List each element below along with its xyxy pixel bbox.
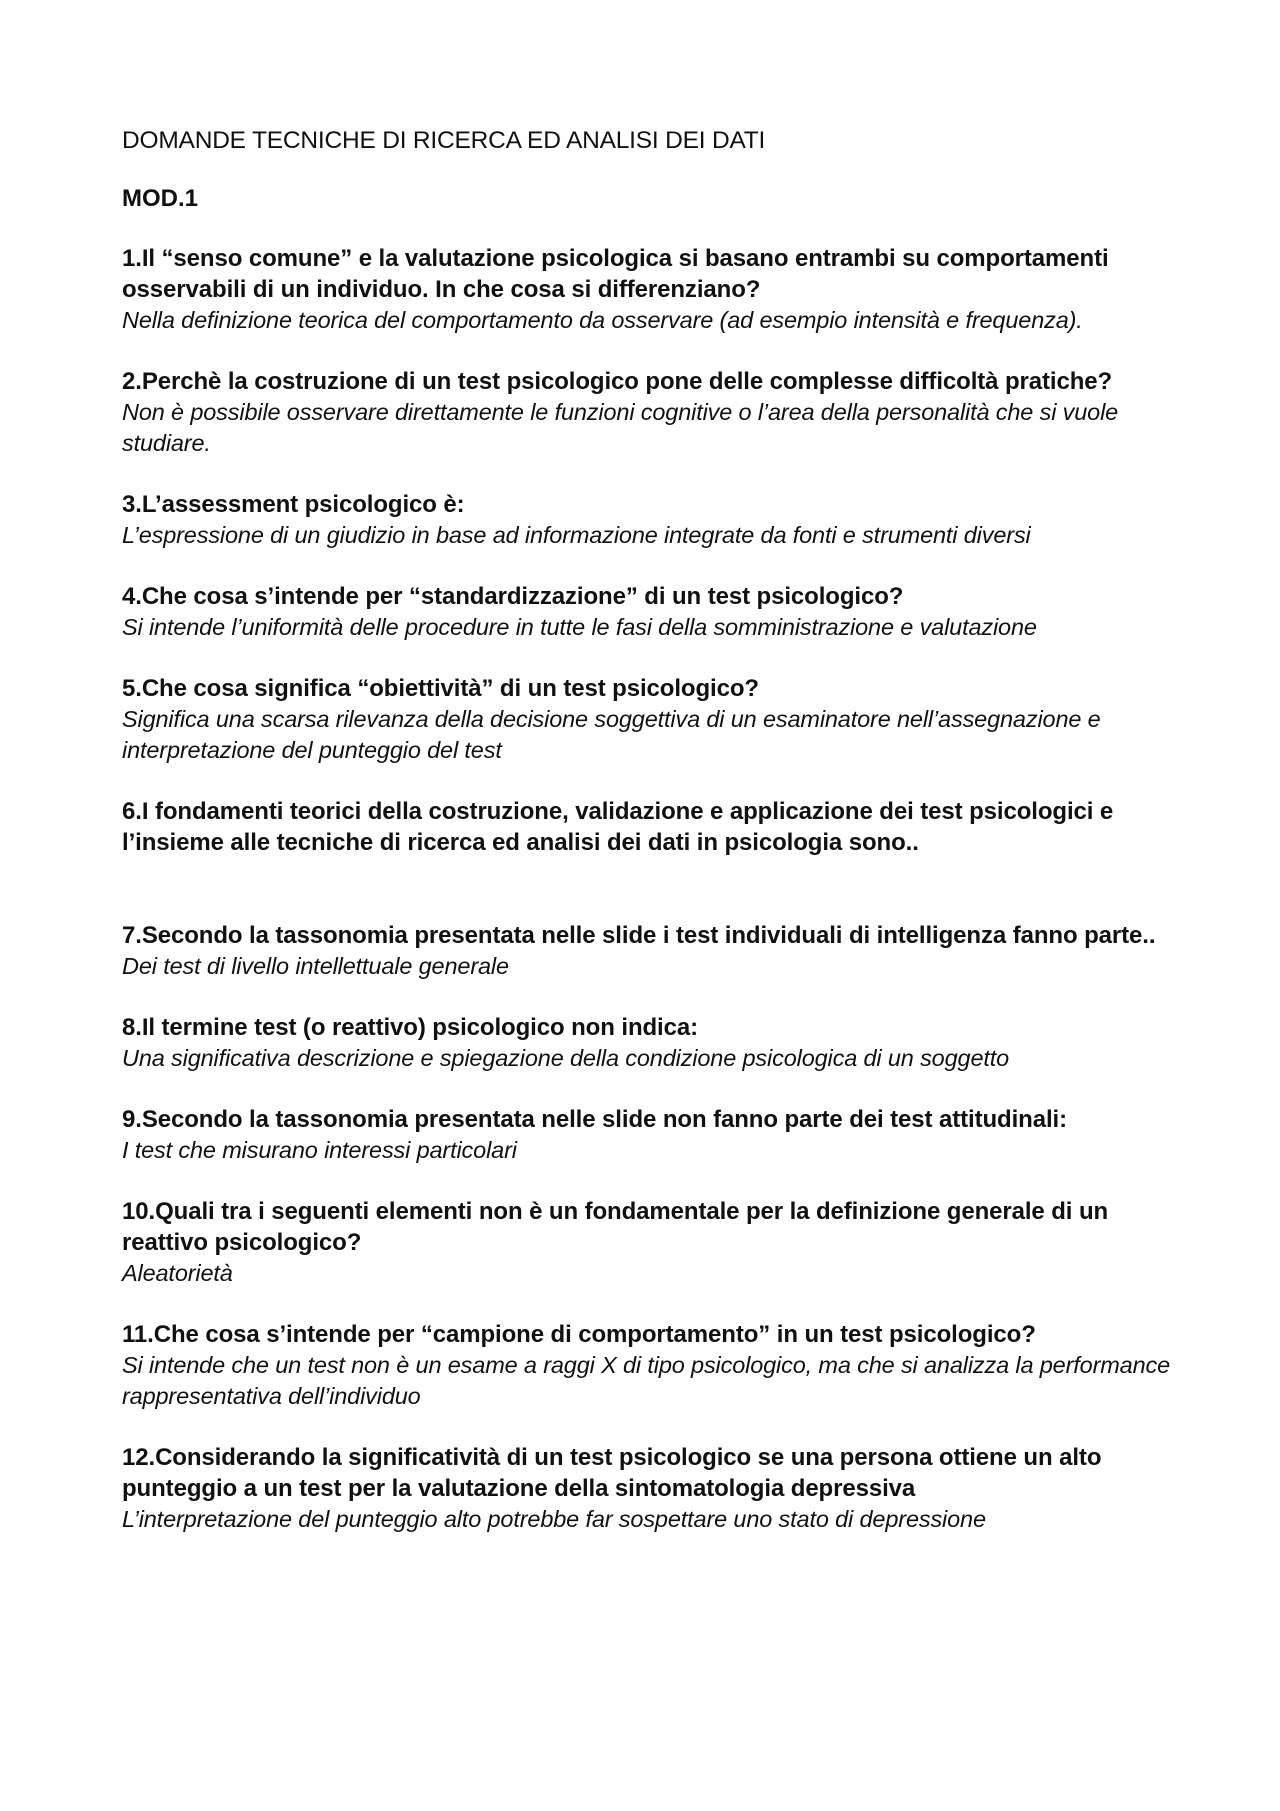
question-text: 11.Che cosa s’intende per “campione di comportamento” in un test psicologico? [122, 1321, 1036, 1348]
answer-text: Si intende che un test non è un esame a raggi X di tipo psicologico, ma che si analizza la performance rappresentativa dell’individuo [122, 1352, 1171, 1409]
qa-item-9 [122, 1104, 1180, 1166]
answer-text: Non è possibile osservare direttamente le funzioni cognitive o l’area della personalità che si vuole studiare. [122, 399, 1119, 456]
answer-text: Una significativa descrizione e spiegazione della condizione psicologica di un soggetto [122, 1045, 1010, 1071]
question-text: 2.Perchè la costruzione di un test psicologico pone delle complesse difficoltà pratiche? [122, 368, 1113, 395]
question-text: 1.Il “senso comune” e la valutazione psicologica si basano entrambi su comportamenti osservabili di un individuo. In che cosa si differenziano? [122, 245, 1109, 303]
question-text: 9.Secondo la tassonomia presentata nelle slide non fanno parte dei test attitudinali: [122, 1106, 1068, 1133]
question-text: 6.I fondamenti teorici della costruzione, validazione e applicazione dei test psicologici e l’insieme alle tecniche di ricerca ed analisi dei dati in psicologia sono.. [122, 798, 1114, 856]
question-text: 7.Secondo la tassonomia presentata nelle slide i test individuali di intelligenza fanno parte.. [122, 922, 1156, 949]
qa-item-5 [122, 673, 1180, 766]
qa-item-4 [122, 581, 1180, 643]
qa-item-10 [122, 1196, 1180, 1289]
qa-item-8 [122, 1012, 1180, 1074]
qa-item-2 [122, 366, 1180, 459]
answer-text: Dei test di livello intellettuale generale [122, 953, 509, 979]
question-text: 5.Che cosa significa “obiettività” di un test psicologico? [122, 675, 759, 702]
answer-text: L’interpretazione del punteggio alto potrebbe far sospettare uno stato di depressione [122, 1506, 986, 1532]
question-text: 10.Quali tra i seguenti elementi non è un fondamentale per la definizione generale di un reattivo psicologico? [122, 1198, 1109, 1256]
answer-text: L’espressione di un giudizio in base ad informazione integrate da fonti e strumenti diversi [122, 522, 1031, 548]
question-text: 3.L’assessment psicologico è: [122, 491, 465, 518]
qa-item-6 [122, 796, 1180, 858]
answer-text: I test che misurano interessi particolari [122, 1137, 517, 1163]
answer-text: Nella definizione teorica del comportamento da osservare (ad esempio intensità e frequenza). [122, 307, 1083, 333]
module-heading: MOD.1 [122, 185, 199, 212]
qa-item-1 [122, 243, 1180, 336]
answer-text: Si intende l’uniformità delle procedure in tutte le fasi della somministrazione e valutazione [122, 614, 1037, 640]
qa-item-7 [122, 920, 1180, 982]
qa-item-12 [122, 1442, 1180, 1535]
qa-item-3 [122, 489, 1180, 551]
answer-text: Aleatorietà [122, 1260, 233, 1286]
question-text: 8.Il termine test (o reattivo) psicologico non indica: [122, 1014, 699, 1041]
question-text: 4.Che cosa s’intende per “standardizzazione” di un test psicologico? [122, 583, 904, 610]
question-text: 12.Considerando la significatività di un test psicologico se una persona ottiene un alto punteggio a un test per la valutazione della sintomatologia depressiva [122, 1444, 1102, 1502]
answer-text: Significa una scarsa rilevanza della decisione soggettiva di un esaminatore nell’assegnazione e interpretazione del punteggio del test [122, 706, 1101, 763]
qa-item-11 [122, 1319, 1180, 1412]
document-title: DOMANDE TECNICHE DI RICERCA ED ANALISI DEI DATI [122, 127, 766, 154]
